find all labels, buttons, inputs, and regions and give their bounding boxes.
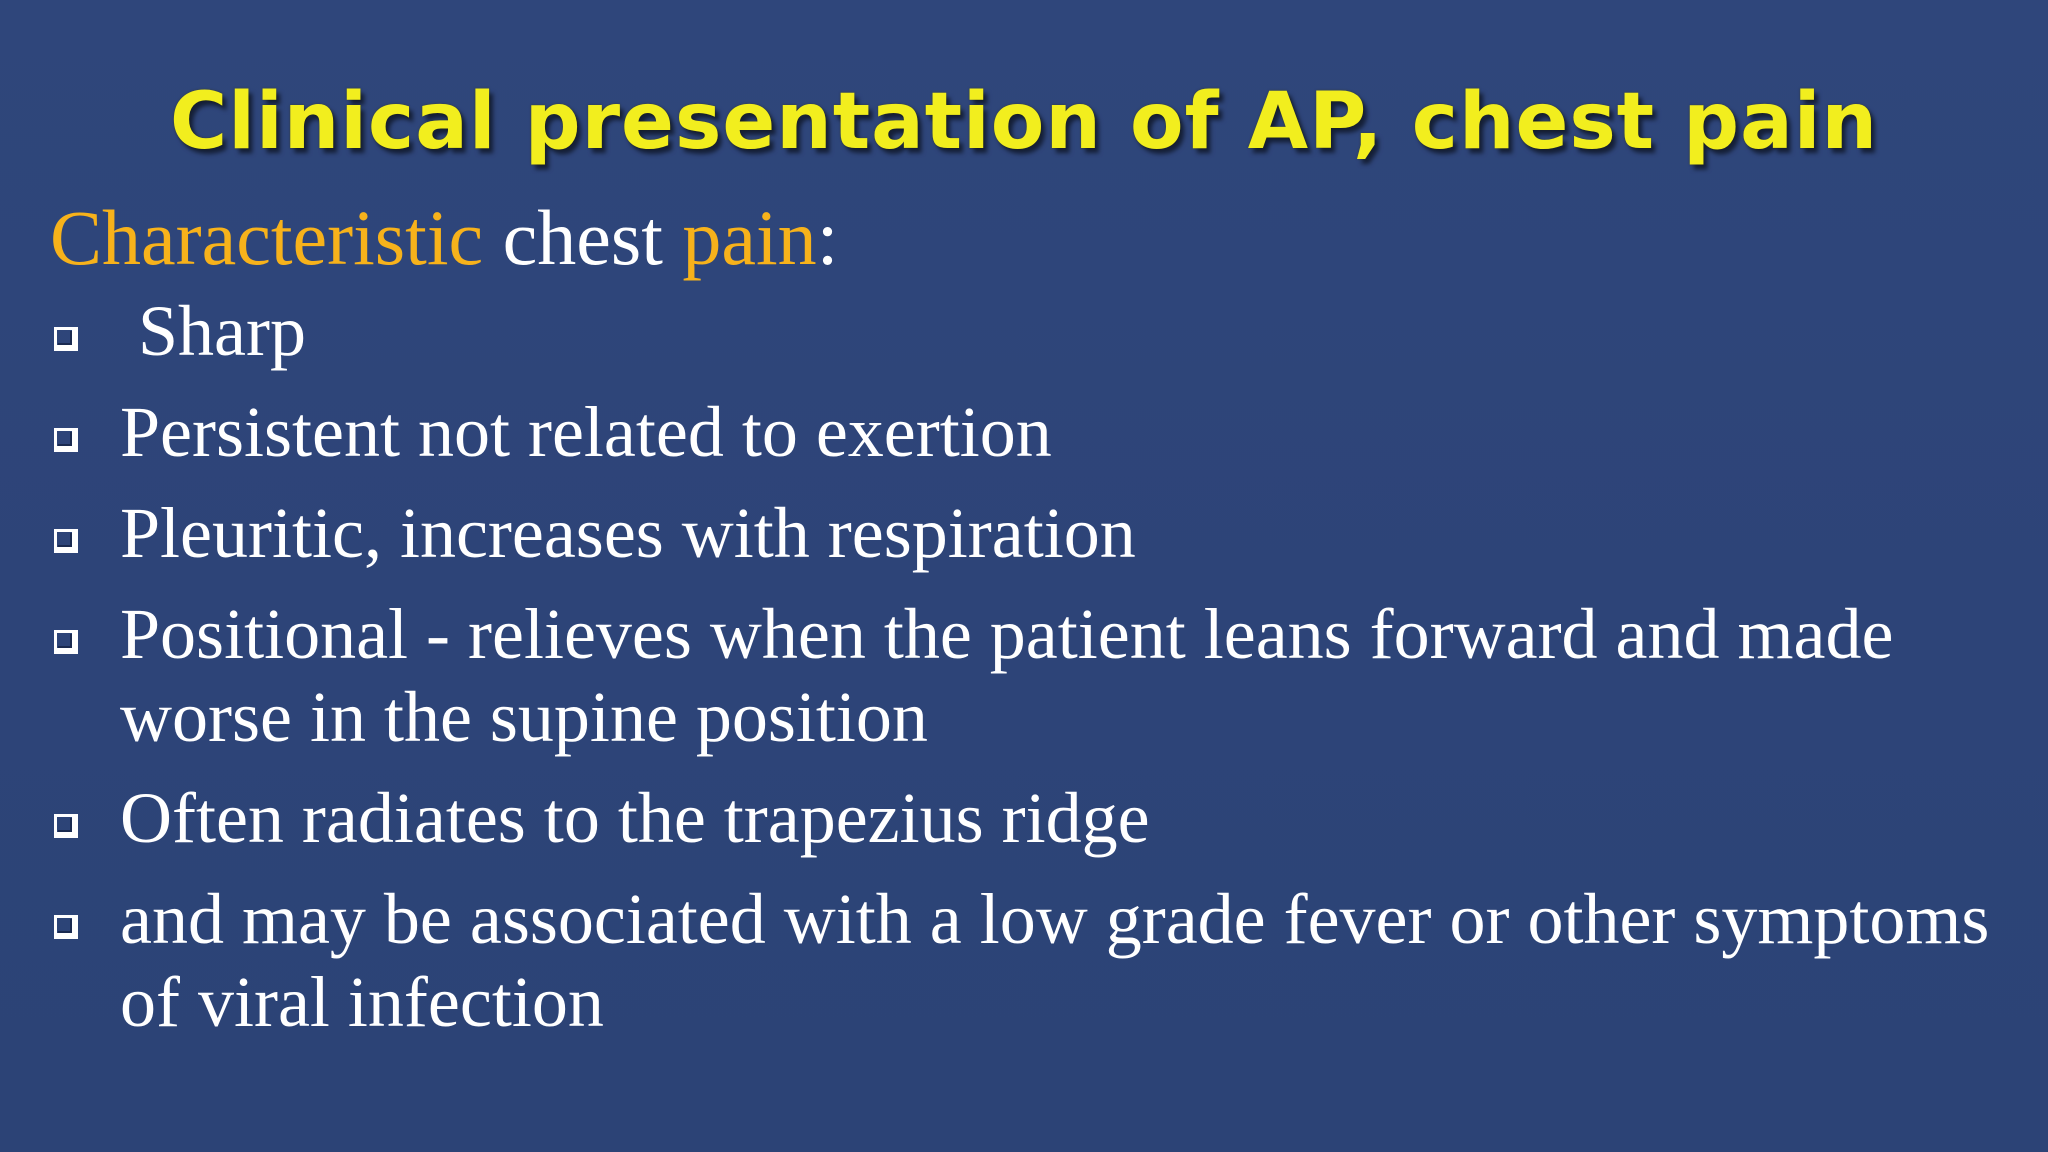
- square-checkbox-bullet-icon: [54, 327, 78, 351]
- bullet-list: [50, 290, 2030, 1044]
- slide-title: Clinical presentation of AP, chest pain: [170, 77, 1878, 167]
- list-item: [50, 878, 2030, 1044]
- square-checkbox-bullet-icon: [54, 814, 78, 838]
- list-item: [50, 593, 2030, 759]
- section-heading: [50, 188, 2030, 288]
- list-item: [50, 290, 2030, 373]
- list-item-text: Often radiates to the trapezius ridge: [120, 778, 1150, 858]
- heading-word-characteristic: Characteristic: [50, 194, 484, 281]
- heading-colon: :: [816, 194, 839, 281]
- list-item: [50, 391, 2030, 474]
- slide-content: [50, 188, 2030, 1044]
- square-checkbox-bullet-icon: [54, 630, 78, 654]
- square-checkbox-bullet-icon: [54, 529, 78, 553]
- list-item: [50, 492, 2030, 575]
- heading-word-pain: pain: [682, 194, 817, 281]
- heading-word-chest: chest: [483, 194, 683, 281]
- list-item-text: Positional - relieves when the patient leans forward and made worse in the supine position: [120, 594, 1894, 757]
- list-item-text: Persistent not related to exertion: [120, 392, 1052, 472]
- square-checkbox-bullet-icon: [54, 428, 78, 452]
- list-item-text: Pleuritic, increases with respiration: [120, 493, 1136, 573]
- square-checkbox-bullet-icon: [54, 915, 78, 939]
- list-item-text: Sharp: [138, 291, 306, 371]
- list-item-text: and may be associated with a low grade fever or other symptoms of viral infection: [120, 879, 1990, 1042]
- list-item: [50, 777, 2030, 860]
